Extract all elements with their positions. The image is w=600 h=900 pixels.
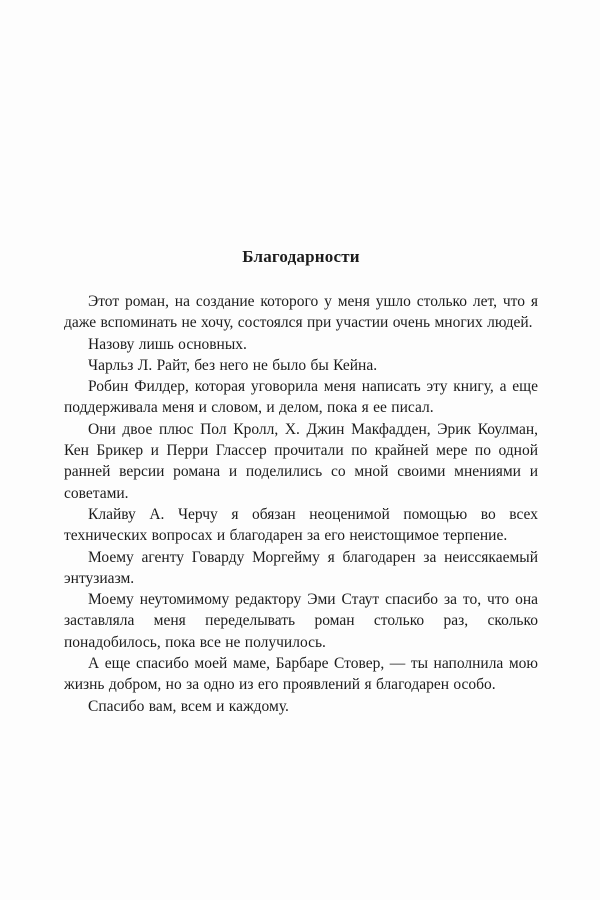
paragraph: Моему агенту Говарду Моргейму я благодарен за неиссякаемый энтузиазм. [64, 548, 538, 587]
paragraph: Назову лишь основных. [88, 335, 247, 353]
paragraph: Спасибо вам, всем и каждому. [88, 697, 289, 715]
paragraph: Чарльз Л. Райт, без него не было бы Кейна. [88, 356, 378, 374]
paragraph: Они двое плюс Пол Кролл, Х. Джин Макфадден, Эрик Коулман, Кен Брикер и Перри Глассер прочитали по крайней мере по одной ранней версии романа и поделились со мной своими мнениями и советами. [64, 420, 538, 502]
paragraph: Моему неутомимому редактору Эми Стаут спасибо за то, что она заставляла меня переделывать роман столько раз, сколько понадобилось, пока все не получилось. [64, 591, 538, 651]
paragraph: Клайву А. Черчу я обязан неоценимой помощью во всех технических вопросах и благодарен за его неистощимое терпение. [64, 505, 538, 545]
paragraph: Робин Филдер, которая уговорила меня написать эту книгу, а еще поддерживала меня и словом, и делом, пока я ее писал. [64, 378, 538, 417]
chapter-title: Благодарности [242, 247, 360, 266]
chapter-body [64, 291, 538, 717]
paragraph: Этот роман, на создание которого у меня ушло столько лет, что я даже вспоминать не хочу, состоялся при участии очень многих людей. [64, 293, 538, 332]
paragraph: А еще спасибо моей маме, Барбаре Стовер, — ты наполнила мою жизнь добром, но за одно из его проявлений я благодарен особо. [64, 655, 538, 694]
